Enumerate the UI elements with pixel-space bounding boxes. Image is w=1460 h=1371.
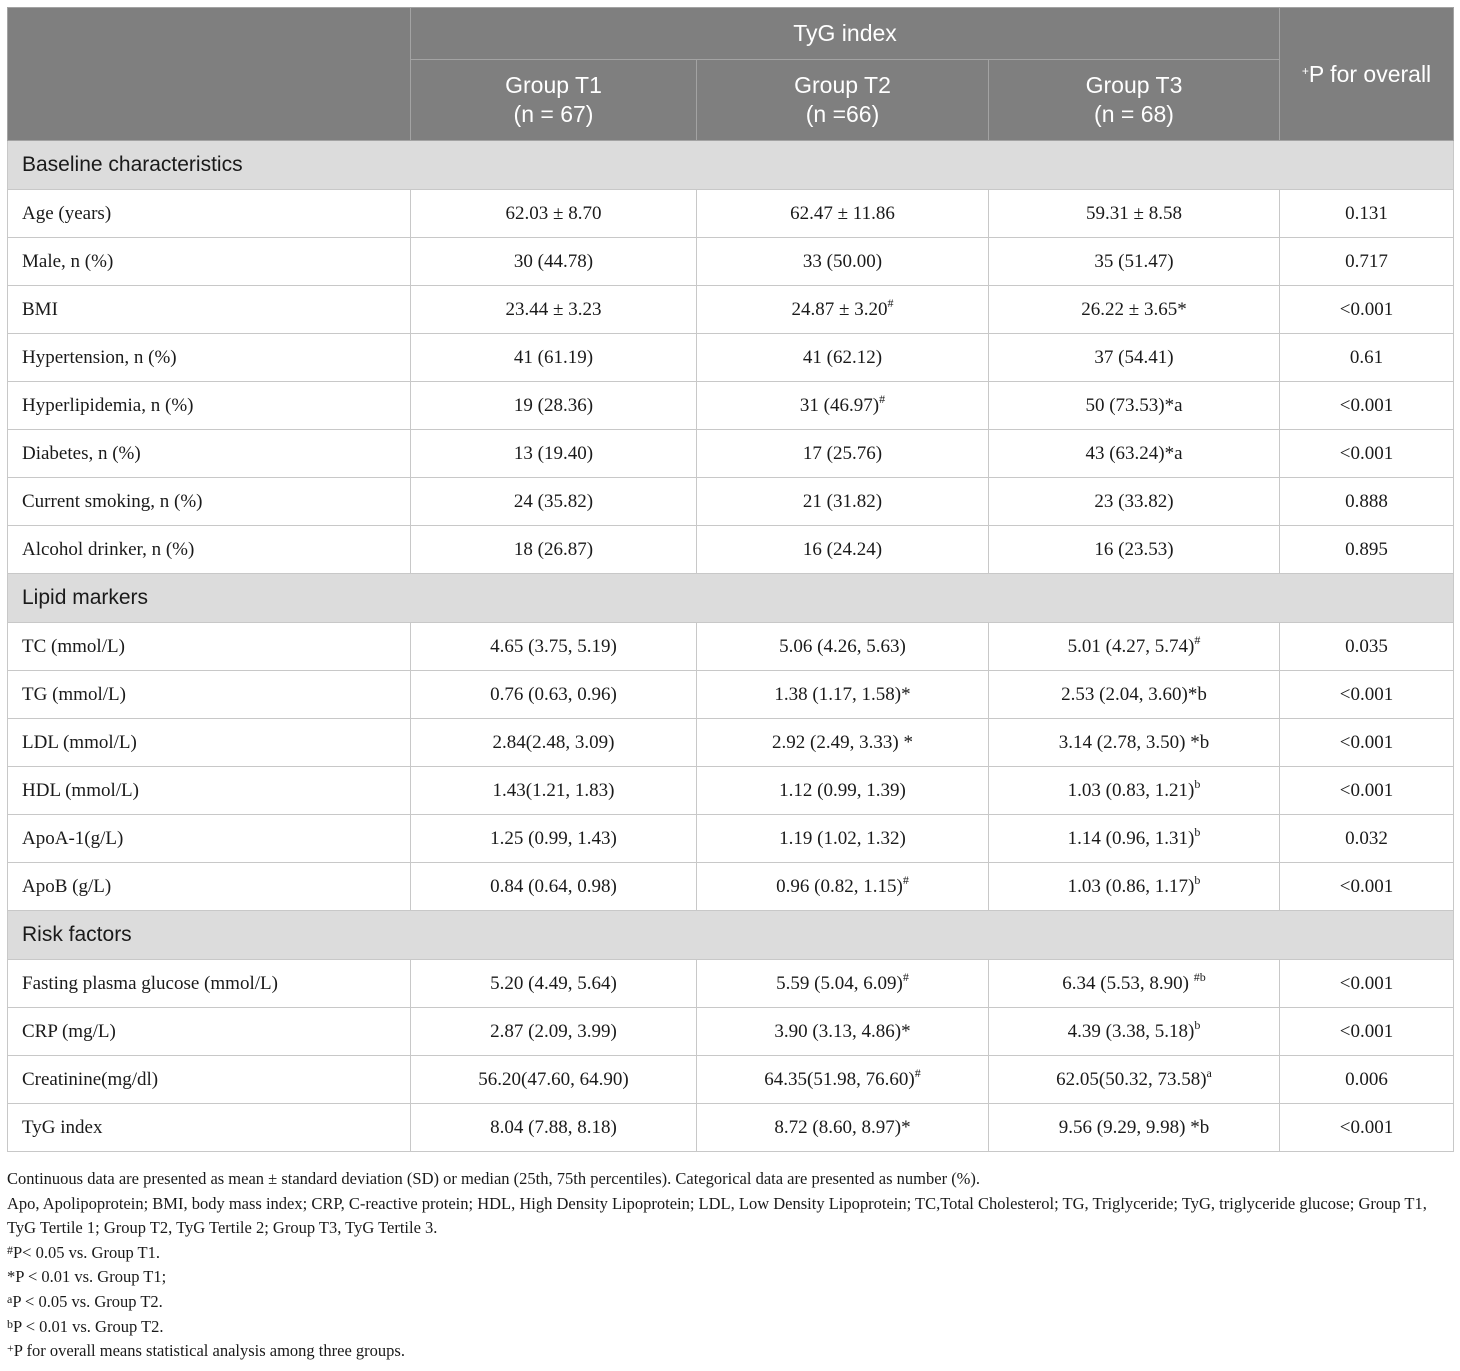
group-t1-value xyxy=(411,1008,697,1056)
group-t3-value xyxy=(989,1104,1280,1152)
footnote xyxy=(7,1241,1457,1266)
cell-value: 50 (73.53)*a xyxy=(1085,394,1183,416)
group-t2-value xyxy=(697,623,989,671)
cell-value: 17 (25.76) xyxy=(802,442,883,464)
group-t1-header xyxy=(411,60,697,141)
p-value: <0.001 xyxy=(1280,1008,1454,1056)
group-t2-value xyxy=(697,382,989,430)
cell-value: 16 (23.53) xyxy=(1094,538,1174,560)
row-label: ApoA-1(g/L) xyxy=(8,815,411,863)
table-row xyxy=(8,382,1454,430)
table-body xyxy=(8,141,1454,1152)
p-value: 0.131 xyxy=(1280,190,1454,238)
group-t3-value xyxy=(989,478,1280,526)
cell-value: 64.35(51.98, 76.60) xyxy=(764,1068,915,1090)
footnote-symbol: + xyxy=(7,1341,14,1356)
cell-value: 3.90 (3.13, 4.86)* xyxy=(774,1020,911,1042)
group-t3-value xyxy=(989,1008,1280,1056)
footnote-symbol: a xyxy=(7,1291,13,1306)
cell-value: 4.39 (3.38, 5.18) xyxy=(1067,1020,1195,1042)
group-t3-value xyxy=(989,815,1280,863)
group-name: Group T3 xyxy=(1085,72,1183,98)
section-title: Baseline characteristics xyxy=(8,141,1454,190)
significance-marker: b xyxy=(1194,1017,1201,1032)
group-n: (n = 67) xyxy=(513,101,594,127)
cell-value: 59.31 ± 8.58 xyxy=(1086,202,1182,224)
footnote-text: P < 0.05 vs. Group T2. xyxy=(12,1291,163,1311)
table-row xyxy=(8,623,1454,671)
group-name: Group T1 xyxy=(505,72,602,98)
group-t1-value xyxy=(411,286,697,334)
table-row xyxy=(8,767,1454,815)
cell-value: 37 (54.41) xyxy=(1094,346,1174,368)
table-row xyxy=(8,1056,1454,1104)
table-row xyxy=(8,526,1454,574)
group-t2-value xyxy=(697,719,989,767)
footnote-text: P for overall means statistical analysis among three groups. xyxy=(13,1341,405,1361)
group-t3-value xyxy=(989,671,1280,719)
p-value: <0.001 xyxy=(1280,863,1454,911)
group-t3-value xyxy=(989,190,1280,238)
cell-value: 1.14 (0.96, 1.31) xyxy=(1067,827,1195,849)
cell-value: 2.92 (2.49, 3.33) * xyxy=(772,731,913,753)
group-t2-value xyxy=(697,863,989,911)
footnote xyxy=(7,1290,1457,1315)
table-row xyxy=(8,671,1454,719)
group-t2-value xyxy=(697,286,989,334)
table-row xyxy=(8,334,1454,382)
footnote-text: P< 0.05 vs. Group T1. xyxy=(13,1242,160,1262)
group-t1-value xyxy=(411,767,697,815)
group-t1-value xyxy=(411,430,697,478)
group-t1-value xyxy=(411,334,697,382)
group-t1-value xyxy=(411,719,697,767)
cell-value: 41 (62.12) xyxy=(802,346,883,368)
p-value: <0.001 xyxy=(1280,382,1454,430)
group-t2-value xyxy=(697,815,989,863)
row-label: Diabetes, n (%) xyxy=(8,430,411,478)
row-label: TG (mmol/L) xyxy=(8,671,411,719)
row-label: Alcohol drinker, n (%) xyxy=(8,526,411,574)
cell-value: 26.22 ± 3.65* xyxy=(1081,298,1187,320)
p-value: <0.001 xyxy=(1280,767,1454,815)
section-title: Lipid markers xyxy=(8,574,1454,623)
cell-value: 24.87 ± 3.20 xyxy=(791,298,888,320)
significance-marker: # xyxy=(914,1065,921,1080)
row-label: Creatinine(mg/dl) xyxy=(8,1056,411,1104)
cell-value: 1.38 (1.17, 1.58)* xyxy=(774,683,911,705)
data-table xyxy=(7,7,1454,1152)
cell-value: 5.59 (5.04, 6.09) xyxy=(776,972,903,994)
section-row xyxy=(8,574,1454,623)
significance-marker: # xyxy=(902,969,909,984)
footnote-text: *P < 0.01 vs. Group T1; xyxy=(7,1267,167,1287)
p-value: <0.001 xyxy=(1280,671,1454,719)
group-t2-header xyxy=(697,60,989,141)
row-label: Male, n (%) xyxy=(8,238,411,286)
group-t2-value xyxy=(697,334,989,382)
footnote xyxy=(7,1265,1457,1290)
significance-marker: #b xyxy=(1193,969,1206,984)
group-t1-value xyxy=(411,671,697,719)
row-label: BMI xyxy=(8,286,411,334)
footnote-text: Continuous data are presented as mean ± standard deviation (SD) or median (25th, 75th percentiles). Categorical data are presented as number (%). xyxy=(7,1169,981,1188)
cell-value: 43 (63.24)*a xyxy=(1085,442,1183,464)
footnote-text: Apo, Apolipoprotein; BMI, body mass index; CRP, C-reactive protein; HDL, High Density Lipoprotein; LDL, Low Density Lipoprotein; TC,Total Cholesterol; TG, Triglyceride; TyG, triglyceride glucose; Group T1, TyG Tertile 1; Group T2, TyG Tertile 2; Group T3, TyG Tertile 3. xyxy=(7,1193,1427,1238)
group-t1-value xyxy=(411,623,697,671)
group-t1-value xyxy=(411,190,697,238)
group-n: (n =66) xyxy=(805,101,880,127)
cell-value: 62.05(50.32, 73.58) xyxy=(1056,1068,1207,1090)
significance-marker: a xyxy=(1206,1065,1212,1080)
row-label: TyG index xyxy=(8,1104,411,1152)
table-row xyxy=(8,190,1454,238)
table-row xyxy=(8,815,1454,863)
group-t2-value xyxy=(697,671,989,719)
group-t2-value xyxy=(697,238,989,286)
group-t3-value xyxy=(989,526,1280,574)
cell-value: 56.20(47.60, 64.90) xyxy=(478,1068,629,1090)
cell-value: 30 (44.78) xyxy=(513,250,594,272)
table-row xyxy=(8,286,1454,334)
group-t3-header xyxy=(989,60,1280,141)
footnote xyxy=(7,1192,1457,1241)
table-row xyxy=(8,719,1454,767)
significance-marker: b xyxy=(1194,776,1201,791)
footnote-symbol: # xyxy=(7,1242,13,1257)
cell-value: 5.06 (4.26, 5.63) xyxy=(779,635,906,657)
row-label: Fasting plasma glucose (mmol/L) xyxy=(8,960,411,1008)
group-title: TyG index xyxy=(411,8,1280,60)
row-label: ApoB (g/L) xyxy=(8,863,411,911)
significance-marker: # xyxy=(902,872,909,887)
p-value: <0.001 xyxy=(1280,960,1454,1008)
row-label: Age (years) xyxy=(8,190,411,238)
group-t3-value xyxy=(989,382,1280,430)
group-name: Group T2 xyxy=(794,72,891,98)
cell-value: 31 (46.97) xyxy=(799,394,880,416)
row-label: LDL (mmol/L) xyxy=(8,719,411,767)
cell-value: 21 (31.82) xyxy=(802,490,883,512)
table-row xyxy=(8,1008,1454,1056)
p-value: 0.717 xyxy=(1280,238,1454,286)
cell-value: 0.76 (0.63, 0.96) xyxy=(490,683,617,705)
table-header xyxy=(8,8,1454,141)
group-t1-value xyxy=(411,238,697,286)
table-row xyxy=(8,1104,1454,1152)
p-header-text: P for overall xyxy=(1308,60,1432,87)
group-t2-value xyxy=(697,1008,989,1056)
group-t2-value xyxy=(697,1056,989,1104)
cell-value: 33 (50.00) xyxy=(802,250,883,272)
group-t3-value xyxy=(989,767,1280,815)
section-title: Risk factors xyxy=(8,911,1454,960)
cell-value: 1.03 (0.83, 1.21) xyxy=(1067,779,1195,801)
header-blank-cell xyxy=(8,8,411,141)
group-t3-value xyxy=(989,863,1280,911)
group-t1-value xyxy=(411,1056,697,1104)
group-t1-value xyxy=(411,863,697,911)
table-row xyxy=(8,478,1454,526)
group-t3-value xyxy=(989,238,1280,286)
cell-value: 1.12 (0.99, 1.39) xyxy=(779,779,906,801)
cell-value: 18 (26.87) xyxy=(513,538,594,560)
cell-value: 3.14 (2.78, 3.50) *b xyxy=(1058,731,1210,753)
p-value: 0.032 xyxy=(1280,815,1454,863)
group-t1-value xyxy=(411,526,697,574)
group-n: (n = 68) xyxy=(1094,101,1174,127)
cell-value: 62.47 ± 11.86 xyxy=(790,202,895,224)
group-t1-value xyxy=(411,960,697,1008)
table-row xyxy=(8,430,1454,478)
significance-marker: b xyxy=(1194,872,1201,887)
significance-marker: # xyxy=(1194,632,1201,647)
p-value: 0.006 xyxy=(1280,1056,1454,1104)
group-t1-value xyxy=(411,815,697,863)
cell-value: 6.34 (5.53, 8.90) xyxy=(1062,972,1194,994)
significance-marker: # xyxy=(887,295,894,310)
cell-value: 4.65 (3.75, 5.19) xyxy=(490,635,617,657)
cell-value: 5.01 (4.27, 5.74) xyxy=(1067,635,1195,657)
p-value: <0.001 xyxy=(1280,719,1454,767)
group-t3-value xyxy=(989,286,1280,334)
group-t3-value xyxy=(989,960,1280,1008)
cell-value: 41 (61.19) xyxy=(513,346,594,368)
cell-value: 0.96 (0.82, 1.15) xyxy=(776,875,903,897)
cell-value: 35 (51.47) xyxy=(1094,250,1174,272)
cell-value: 2.84(2.48, 3.09) xyxy=(492,731,615,753)
p-value: <0.001 xyxy=(1280,1104,1454,1152)
p-header-sup: + xyxy=(1301,63,1309,78)
p-value: <0.001 xyxy=(1280,286,1454,334)
p-value: 0.888 xyxy=(1280,478,1454,526)
cell-value: 23.44 ± 3.23 xyxy=(505,298,602,320)
group-t3-value xyxy=(989,623,1280,671)
cell-value: 1.43(1.21, 1.83) xyxy=(492,779,615,801)
group-t2-value xyxy=(697,190,989,238)
cell-value: 1.03 (0.86, 1.17) xyxy=(1067,875,1195,897)
p-overall-header xyxy=(1280,8,1454,141)
cell-value: 9.56 (9.29, 9.98) *b xyxy=(1058,1116,1210,1138)
group-t2-value xyxy=(697,526,989,574)
cell-value: 2.87 (2.09, 3.99) xyxy=(490,1020,617,1042)
group-t3-value xyxy=(989,719,1280,767)
group-t2-value xyxy=(697,960,989,1008)
footnote xyxy=(7,1339,1457,1364)
p-value: 0.895 xyxy=(1280,526,1454,574)
cell-value: 0.84 (0.64, 0.98) xyxy=(490,875,617,897)
group-t3-value xyxy=(989,430,1280,478)
row-label: Current smoking, n (%) xyxy=(8,478,411,526)
table-row xyxy=(8,238,1454,286)
cell-value: 23 (33.82) xyxy=(1094,490,1174,512)
cell-value: 24 (35.82) xyxy=(513,490,594,512)
cell-value: 8.72 (8.60, 8.97)* xyxy=(774,1116,911,1138)
cell-value: 2.53 (2.04, 3.60)*b xyxy=(1061,683,1207,705)
cell-value: 19 (28.36) xyxy=(513,394,594,416)
group-t2-value xyxy=(697,1104,989,1152)
cell-value: 1.19 (1.02, 1.32) xyxy=(779,827,906,849)
cell-value: 16 (24.24) xyxy=(802,538,883,560)
table-row xyxy=(8,960,1454,1008)
row-label: TC (mmol/L) xyxy=(8,623,411,671)
group-t2-value xyxy=(697,478,989,526)
group-t1-value xyxy=(411,478,697,526)
row-label: Hypertension, n (%) xyxy=(8,334,411,382)
footnote-text: P < 0.01 vs. Group T2. xyxy=(13,1316,164,1336)
footnote xyxy=(7,1315,1457,1340)
cell-value: 13 (19.40) xyxy=(513,442,594,464)
row-label: CRP (mg/L) xyxy=(8,1008,411,1056)
p-value: 0.035 xyxy=(1280,623,1454,671)
cell-value: 62.03 ± 8.70 xyxy=(505,202,602,224)
group-t1-value xyxy=(411,1104,697,1152)
row-label: Hyperlipidemia, n (%) xyxy=(8,382,411,430)
section-row xyxy=(8,141,1454,190)
group-t2-value xyxy=(697,430,989,478)
p-value: <0.001 xyxy=(1280,430,1454,478)
cell-value: 8.04 (7.88, 8.18) xyxy=(490,1116,617,1138)
footnote-symbol: b xyxy=(7,1316,13,1331)
group-t3-value xyxy=(989,334,1280,382)
p-value: 0.61 xyxy=(1280,334,1454,382)
cell-value: 5.20 (4.49, 5.64) xyxy=(490,972,617,994)
footnote xyxy=(7,1167,1457,1192)
table-row xyxy=(8,863,1454,911)
row-label: HDL (mmol/L) xyxy=(8,767,411,815)
group-t2-value xyxy=(697,767,989,815)
section-row xyxy=(8,911,1454,960)
significance-marker: b xyxy=(1194,824,1201,839)
cell-value: 1.25 (0.99, 1.43) xyxy=(490,827,617,849)
table-footnotes xyxy=(7,1167,1457,1364)
significance-marker: # xyxy=(879,391,886,406)
group-t3-value xyxy=(989,1056,1280,1104)
group-t1-value xyxy=(411,382,697,430)
